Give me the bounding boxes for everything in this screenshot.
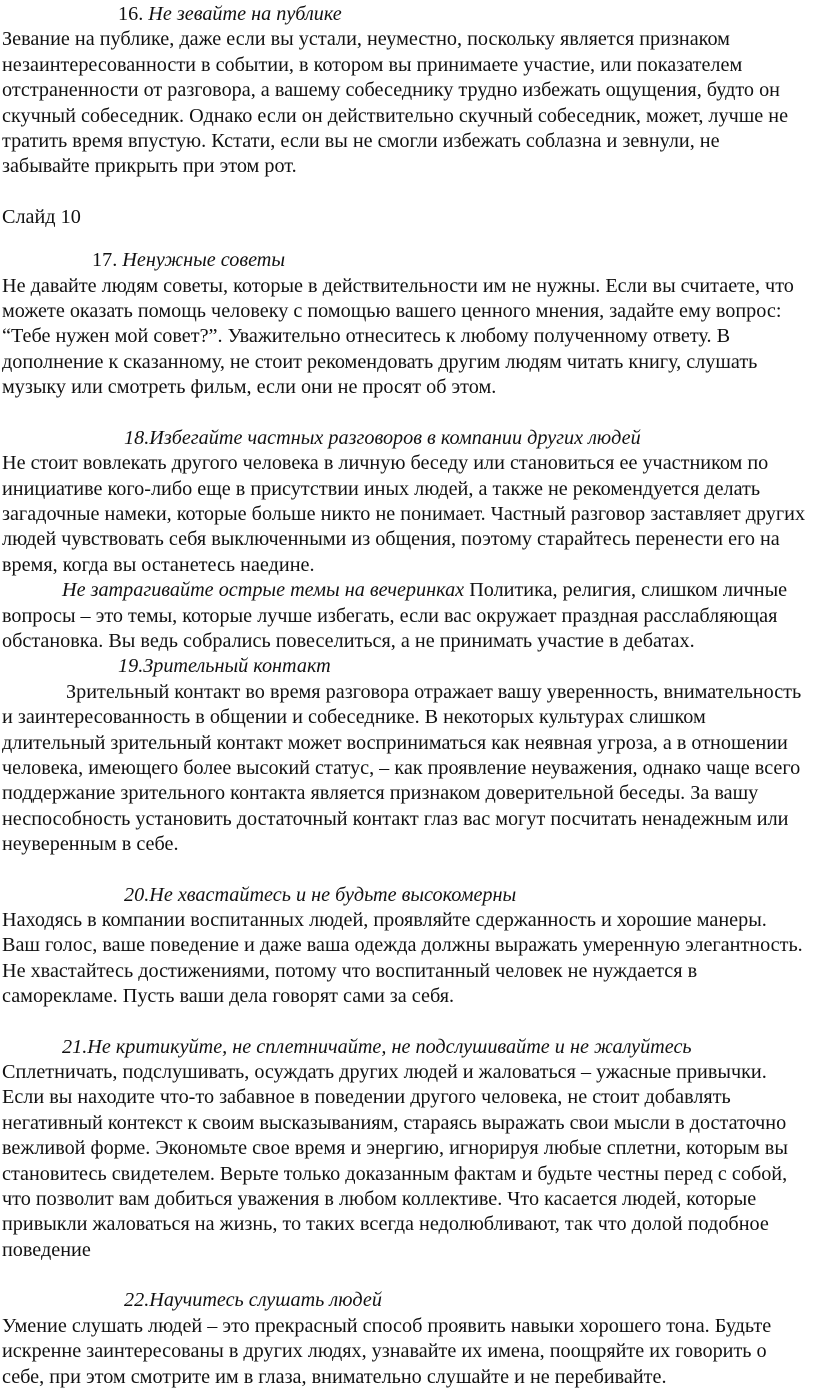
section-18-title: 18.Избегайте частных разговоров в компании других людей: [124, 426, 641, 449]
section-16-heading: [2, 2, 808, 27]
section-22-body: Умение слушать людей – это прекрасный способ проявить навыки хорошего тона. Будьте искренне заинтересованы в других людях, узнавайте их имена, поощряйте их говорить о себе, при этом смотрите им в глаза, внимательно слушайте и не перебивайте.: [2, 1314, 772, 1388]
section-20-body: Находясь в компании воспитанных людей, проявляйте сдержанность и хорошие манеры. Ваш голос, ваше поведение и даже ваша одежда должны выражать умеренную элегантность. Не хвастайтесь достижениями, потому что воспитанный человек не нуждается в саморекламе. Пусть ваши дела говорят сами за себя.: [2, 909, 803, 1008]
section-20-title: 20.Не хвастайтесь и не будьте высокомерны: [124, 883, 517, 906]
section-21-heading: [2, 1035, 808, 1060]
section-21-body: Сплетничать, подслушивать, осуждать других людей и жаловаться – ужасные привычки. Если вы находите что-то забавное в поведении другого человека, не стоит добавлять негативный контекст к своим высказываниям, стараясь выражать свои мысли в достаточно вежливой форме. Экономьте свое время и энергию, игнорируя любые сплетни, которым вы становитесь свидетелем. Верьте только доказанным фактам и будьте честны перед с собой, что позволит вам добиться уважения в любом коллективе. Что касается людей, которые привыкли жаловаться на жизнь, то таких всегда недолюбливают, так что долой подобное поведение: [2, 1061, 788, 1261]
section-21-title: 21.Не критикуйте, не сплетничайте, не подслушивайте и не жалуйтесь: [62, 1035, 692, 1058]
slide-label: Слайд 10: [2, 205, 81, 228]
section-party-body: Политика, религия, слишком личные вопросы – это темы, которые лучше избегать, если вас окружает праздная расслабляющая обстановка. Вы ведь собрались повеселиться, а не принимать участие в дебатах.: [2, 579, 788, 652]
section-16-title: Не зевайте на публике: [148, 3, 342, 25]
section-party-paragraph: [2, 578, 808, 654]
section-17-body: Не давайте людям советы, которые в действительности им не нужны. Если вы считаете, что можете оказать помощь человеку с помощью вашего ценного мнения, задайте ему вопрос: “Тебе нужен мой совет?”. Уважительно отнеситесь к любому полученному ответу. В дополнение к сказанному, не стоит рекомендовать другим людям читать книгу, слушать музыку или смотреть фильм, если они не просят об этом.: [2, 274, 794, 399]
section-17-title: Ненужные советы: [122, 249, 286, 272]
section-20-heading: [2, 883, 808, 908]
section-17-number: 17.: [92, 249, 118, 272]
section-19-title: 19.Зрительный контакт: [118, 655, 331, 678]
section-17-heading: [2, 248, 808, 273]
section-19-body: Зрительный контакт во время разговора отражает вашу уверенность, внимательность и заинтересованность в общении и собеседнике. В некоторых культурах слишком длительный зрительный контакт может восприниматься как неявная угроза, а в отношении человека, имеющего более высокий статус, – как проявление неуважения, однако чаще всего поддержание зрительного контакта является признаком доверительной беседы. За вашу неспособность установить достаточный контакт глаз вас могут посчитать ненадежным или неуверенным в себе.: [2, 680, 802, 856]
section-18-heading: [2, 426, 808, 451]
section-19-heading: [2, 654, 808, 679]
section-18-body: Не стоит вовлекать другого человека в личную беседу или становиться ее участником по инициативе кого-либо еще в присутствии иных людей, а также не рекомендуется делать загадочные намеки, которые больше никто не понимает. Частный разговор заставляет других людей чувствовать себя выключенными из общения, поэтому старайтесь перенести его на время, когда вы останетесь наедине.: [2, 452, 806, 576]
section-party-title: Не затрагивайте острые темы на вечеринках: [62, 579, 465, 602]
section-22-title: 22.Научитесь слушать людей: [124, 1289, 382, 1312]
section-16-number: 16.: [118, 3, 144, 25]
section-16-body: Зевание на публике, даже если вы устали, неуместно, поскольку является признаком незаинтересованности в событии, в котором вы принимаете участие, или показателем отстраненности от разговора, а вашему собеседнику трудно избежать ощущения, будто он скучный собеседник. Однако если он действительно скучный собеседник, может, лучше не тратить время впустую. Кстати, если вы не смогли избежать соблазна и зевнули, не забывайте прикрыть при этом рот.: [2, 28, 789, 178]
